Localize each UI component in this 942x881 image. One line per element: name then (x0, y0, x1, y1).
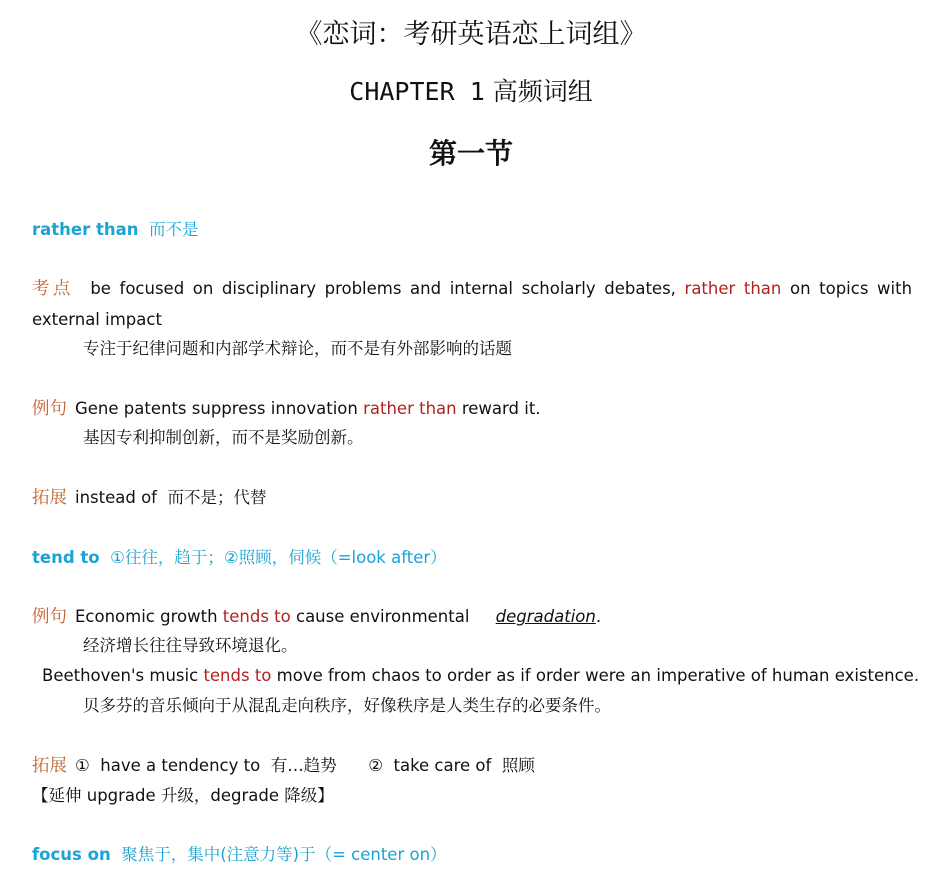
example-line-1 (32, 606, 601, 628)
book-title: 《恋词：考研英语恋上词组》 (295, 19, 647, 50)
extension-note: 【延伸 upgrade 升级，degrade 降级】 (32, 786, 334, 805)
example-end: . (595, 607, 602, 626)
extension-num-1: ① (75, 756, 90, 775)
example-phrase: rather than (363, 399, 457, 418)
chapter-title (0, 72, 942, 108)
extension-cn-2: 照顾 (501, 756, 535, 775)
extension-cn-1: 有…趋势 (270, 756, 337, 775)
example-text-b: cause environmental (296, 607, 470, 626)
extension-en-2: take care of (393, 756, 492, 775)
chapter-cn: 高频词组 (492, 77, 593, 106)
chapter-prefix: CHAPTER 1 (349, 77, 485, 106)
tuozhan-label: 拓展 (32, 756, 67, 776)
tuozhan-label: 拓展 (32, 488, 67, 508)
kaodian-translation: 专注于纪律问题和内部学术辩论，而不是有外部影响的话题 (83, 339, 512, 358)
kaodian-line (32, 278, 912, 300)
kaodian-text-b: on topics with (790, 279, 913, 298)
example-translation-1: 经济增长往往导致环境退化。 (83, 636, 298, 655)
example-line-2 (42, 665, 919, 687)
kaodian-text-a: be focused on disciplinary problems and internal scholarly debates, (90, 279, 676, 298)
entry-header-tend-to (32, 547, 447, 569)
entry-header-rather-than (32, 219, 199, 241)
entry-meaning: 而不是 (149, 220, 199, 239)
example-text-a: Beethoven's music (42, 666, 199, 685)
extension-line (32, 755, 535, 777)
kaodian-label: 考点 (32, 279, 74, 299)
example-word-underlined: degradation (495, 607, 596, 626)
extension-en-1: have a tendency to (100, 756, 261, 775)
example-translation-2: 贝多芬的音乐倾向于从混乱走向秩序，好像秩序是人类生存的必要条件。 (83, 696, 611, 715)
example-text-a: Gene patents suppress innovation (75, 399, 358, 418)
entry-phrase: tend to (32, 548, 100, 567)
section-title: 第一节 (428, 137, 513, 170)
kaodian-line-2: external impact (32, 310, 162, 329)
liju-label: 例句 (32, 607, 67, 627)
example-text-b: reward it. (461, 399, 541, 418)
entry-meaning: 聚焦于，集中(注意力等)于（= center on） (121, 845, 447, 864)
example-phrase: tends to (203, 666, 272, 685)
example-text-b: move from chaos to order as if order were an imperative of human existence. (276, 666, 920, 685)
extension-en: instead of (75, 488, 157, 507)
extension-num-2: ② (368, 756, 383, 775)
extension-cn: 而不是；代替 (167, 488, 267, 507)
liju-label: 例句 (32, 399, 67, 419)
example-translation: 基因专利抑制创新，而不是奖励创新。 (83, 428, 364, 447)
kaodian-phrase: rather than (684, 279, 782, 298)
example-phrase: tends to (222, 607, 291, 626)
entry-header-focus-on (32, 844, 447, 866)
entry-phrase: focus on (32, 845, 111, 864)
example-line (32, 398, 541, 420)
example-text-a: Economic growth (75, 607, 218, 626)
entry-phrase: rather than (32, 220, 139, 239)
entry-meaning: ①往往，趋于；②照顾，伺候（=look after） (110, 548, 447, 567)
extension-line (32, 487, 267, 509)
